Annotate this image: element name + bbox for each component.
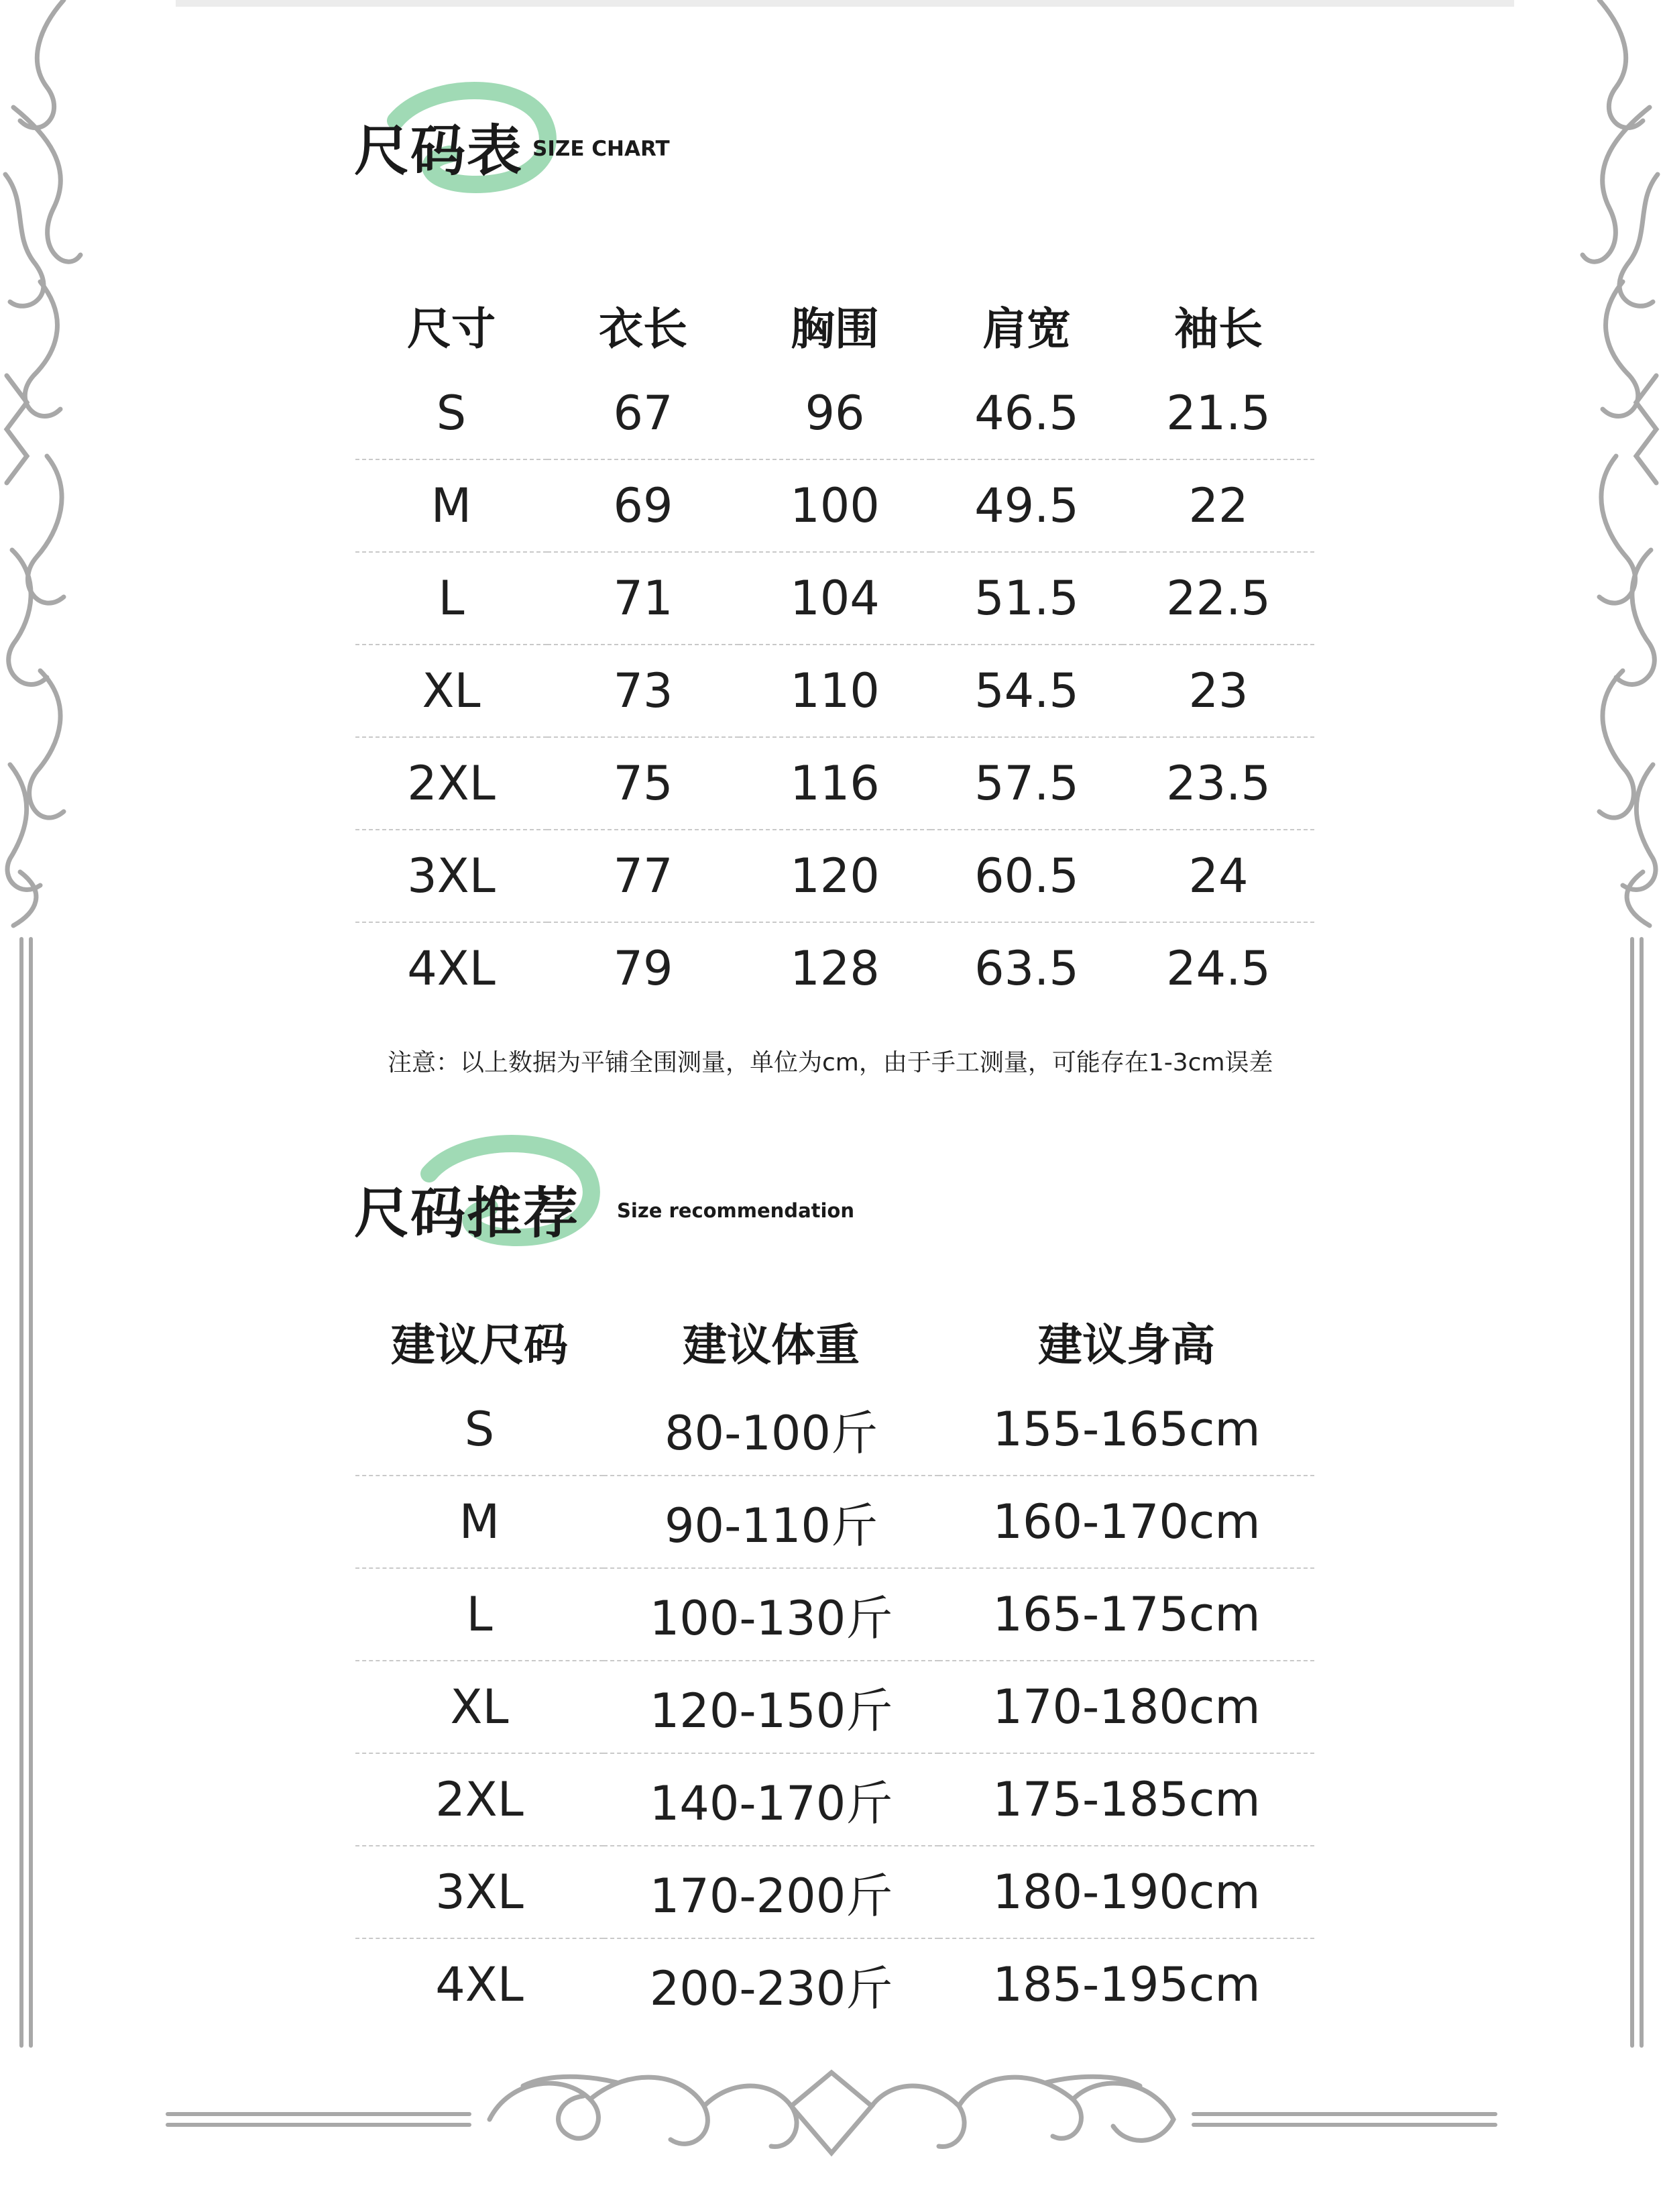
cell-chest: 120 — [790, 848, 880, 903]
cell-length: 73 — [613, 663, 673, 718]
cell-sleeve: 24.5 — [1166, 941, 1271, 996]
table-row — [355, 1384, 1314, 1476]
cell-shoulder: 49.5 — [974, 478, 1079, 533]
header-suggested-height: 建议身高 — [1038, 1319, 1215, 1371]
cell-height: 170-180cm — [992, 1679, 1261, 1734]
cell-sleeve: 23 — [1188, 663, 1249, 718]
table-row — [355, 368, 1314, 459]
size-chart-title-en: SIZE CHART — [532, 137, 670, 161]
cell-weight: 140-170斤 — [649, 1775, 893, 1831]
recommendation-title-cn: 尺码推荐 — [354, 1182, 580, 1246]
cell-size: 4XL — [407, 941, 496, 996]
cell-chest: 96 — [805, 386, 865, 441]
cell-size: XL — [450, 1679, 509, 1734]
recommendation-title-en: Size recommendation — [617, 1199, 855, 1222]
cell-size: S — [436, 386, 467, 441]
cell-sleeve: 23.5 — [1166, 756, 1271, 811]
cell-shoulder: 60.5 — [974, 848, 1079, 903]
cell-sleeve: 22 — [1188, 478, 1249, 533]
table-row — [355, 1568, 1314, 1661]
cell-shoulder: 63.5 — [974, 941, 1079, 996]
cell-size: 3XL — [435, 1865, 524, 1920]
recommendation-header-row — [355, 1298, 1314, 1384]
size-chart-title-cn: 尺码表 — [354, 119, 524, 183]
cell-shoulder: 57.5 — [974, 756, 1079, 811]
cell-shoulder: 51.5 — [974, 571, 1079, 626]
size-chart-table — [355, 282, 1314, 1014]
cell-size: M — [459, 1494, 500, 1549]
cell-size: S — [464, 1402, 495, 1457]
cell-height: 175-185cm — [992, 1772, 1261, 1827]
recommendation-title — [349, 1127, 952, 1261]
cell-weight: 170-200斤 — [649, 1868, 893, 1924]
cell-length: 67 — [613, 386, 673, 441]
table-row — [355, 552, 1314, 645]
cell-chest: 110 — [790, 663, 880, 718]
table-row — [355, 1846, 1314, 1938]
cell-size: 2XL — [407, 756, 496, 811]
size-chart-title — [349, 67, 697, 201]
recommendation-table — [355, 1298, 1314, 2030]
cell-weight: 90-110斤 — [665, 1498, 878, 1553]
table-row — [355, 1661, 1314, 1753]
cell-sleeve: 21.5 — [1166, 386, 1271, 441]
size-chart-header-row — [355, 282, 1314, 368]
header-length: 衣长 — [599, 302, 687, 355]
cell-size: M — [431, 478, 472, 533]
cell-size: 2XL — [435, 1772, 524, 1827]
cell-size: L — [438, 571, 465, 626]
bottom-ornament — [168, 2072, 1495, 2153]
cell-size: L — [466, 1587, 493, 1642]
cell-height: 185-195cm — [992, 1957, 1261, 2012]
cell-chest: 116 — [790, 756, 880, 811]
left-rail — [21, 939, 31, 2046]
header-sleeve: 袖长 — [1174, 302, 1263, 355]
left-scroll-ornament — [5, 0, 80, 926]
cell-shoulder: 54.5 — [974, 663, 1079, 718]
right-scroll-ornament — [1583, 0, 1658, 926]
cell-height: 180-190cm — [992, 1865, 1261, 1920]
cell-length: 71 — [613, 571, 673, 626]
cell-length: 79 — [613, 941, 673, 996]
cell-weight: 120-150斤 — [649, 1683, 893, 1738]
table-row — [355, 1476, 1314, 1568]
cell-weight: 80-100斤 — [665, 1405, 878, 1461]
table-row — [355, 922, 1314, 1014]
table-row — [355, 645, 1314, 737]
cell-sleeve: 24 — [1188, 848, 1249, 903]
cell-weight: 200-230斤 — [649, 1960, 893, 2016]
table-row — [355, 1938, 1314, 2030]
cell-size: 3XL — [407, 848, 496, 903]
header-suggested-weight: 建议体重 — [683, 1319, 860, 1371]
cell-height: 165-175cm — [992, 1587, 1261, 1642]
table-row — [355, 830, 1314, 922]
cell-chest: 104 — [790, 571, 880, 626]
cell-weight: 100-130斤 — [649, 1590, 893, 1646]
cell-size: 4XL — [435, 1957, 524, 2012]
cell-length: 75 — [613, 756, 673, 811]
cell-chest: 100 — [790, 478, 880, 533]
cell-length: 77 — [613, 848, 673, 903]
cell-length: 69 — [613, 478, 673, 533]
table-row — [355, 737, 1314, 830]
cell-chest: 128 — [790, 941, 880, 996]
right-rail — [1632, 939, 1642, 2046]
measurement-note: 注意：以上数据为平铺全围测量，单位为cm，由于手工测量，可能存在1-3cm误差 — [388, 1049, 1273, 1076]
cell-size: XL — [422, 663, 481, 718]
top-rule — [176, 0, 1514, 7]
cell-sleeve: 22.5 — [1166, 571, 1271, 626]
header-chest: 胸围 — [791, 302, 879, 355]
header-suggested-size: 建议尺码 — [391, 1319, 568, 1371]
header-size: 尺寸 — [407, 302, 496, 355]
table-row — [355, 1753, 1314, 1846]
cell-shoulder: 46.5 — [974, 386, 1079, 441]
cell-height: 155-165cm — [992, 1402, 1261, 1457]
header-shoulder: 肩宽 — [982, 302, 1071, 355]
table-row — [355, 459, 1314, 552]
cell-height: 160-170cm — [992, 1494, 1261, 1549]
